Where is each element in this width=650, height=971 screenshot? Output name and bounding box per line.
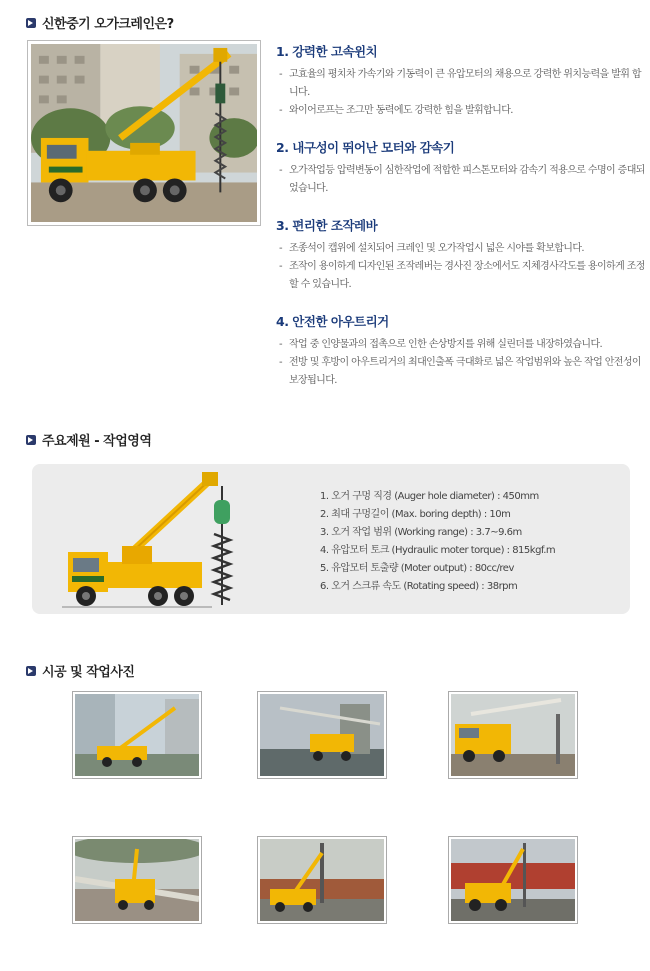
feature-description: - 고효율의 평치차 가속기와 기동력이 큰 유압모터의 채용으로 강력한 위치능력을 발휘 합니다. [274, 66, 646, 102]
spec-item: 6. 오거 스크류 속도 (Rotating speed) : 38rpm [320, 581, 518, 592]
feature-description: - 와이어로프는 조그만 동력에도 강력한 힘을 발휘합니다. [274, 102, 646, 120]
section-heading-specs [26, 430, 151, 449]
spec-item: 3. 오거 작업 범위 (Working range) : 3.7~9.6m [320, 527, 522, 538]
spec-item: 4. 유압모터 토크 (Hydraulic moter torque) : 815kgf.m [320, 545, 556, 556]
spec-item: 5. 유압모터 토출량 (Moter output) : 80cc/rev [320, 563, 514, 574]
feature-description: - 전방 및 후방이 아우트리거의 최대인출폭 극대화로 넓은 작업범위와 높은 작업 안전성이 보장됩니다. [274, 354, 646, 390]
section-title: 주요제원 - 작업영역 [42, 434, 152, 449]
feature-item [274, 42, 646, 120]
work-photo[interactable] [72, 691, 202, 779]
feature-item [274, 312, 646, 390]
crane-truck-photo [27, 40, 261, 226]
work-photo[interactable] [448, 836, 578, 924]
work-photo[interactable] [257, 836, 387, 924]
crane-diagram-illustration [62, 470, 252, 612]
spec-item: 2. 최대 구멍길이 (Max. boring depth) : 10m [320, 509, 511, 520]
section-title: 신한중기 오가크레인은? [42, 17, 174, 32]
feature-description: - 작업 중 인양물과의 접촉으로 인한 손상방지를 위해 실린더를 내장하였습니다. [274, 336, 646, 354]
spec-item: 1. 오거 구멍 직경 (Auger hole diameter) : 450mm [320, 491, 539, 502]
section-heading-intro [26, 13, 174, 32]
feature-description: - 조종석이 캡위에 설치되어 크레인 및 오가작업시 넓은 시야를 확보합니다. [274, 240, 646, 258]
feature-item [274, 216, 646, 294]
spec-list [320, 488, 555, 596]
feature-title: 4. 안전한 아우트리거 [276, 314, 389, 329]
feature-description: - 오가작업등 압력변동이 심한작업에 적합한 피스톤모터와 감속기 적용으로 수명이 증대되었습니다. [274, 162, 646, 198]
section-title: 시공 및 작업사진 [42, 665, 135, 680]
feature-item [274, 138, 646, 198]
arrow-bullet-icon [26, 18, 36, 28]
feature-title: 1. 강력한 고속윈치 [276, 44, 378, 59]
arrow-bullet-icon [26, 435, 36, 445]
feature-description: - 조작이 용이하게 디자인된 조작레버는 경사진 장소에서도 지체경사각도를 용이하게 조정할 수 있습니다. [274, 258, 646, 294]
section-heading-photos [26, 661, 134, 680]
feature-title: 3. 편리한 조작레바 [276, 218, 378, 233]
work-photo[interactable] [448, 691, 578, 779]
feature-list [274, 42, 646, 408]
work-photo[interactable] [257, 691, 387, 779]
arrow-bullet-icon [26, 666, 36, 676]
work-photo[interactable] [72, 836, 202, 924]
feature-title: 2. 내구성이 뛰어난 모터와 감속기 [276, 140, 455, 155]
